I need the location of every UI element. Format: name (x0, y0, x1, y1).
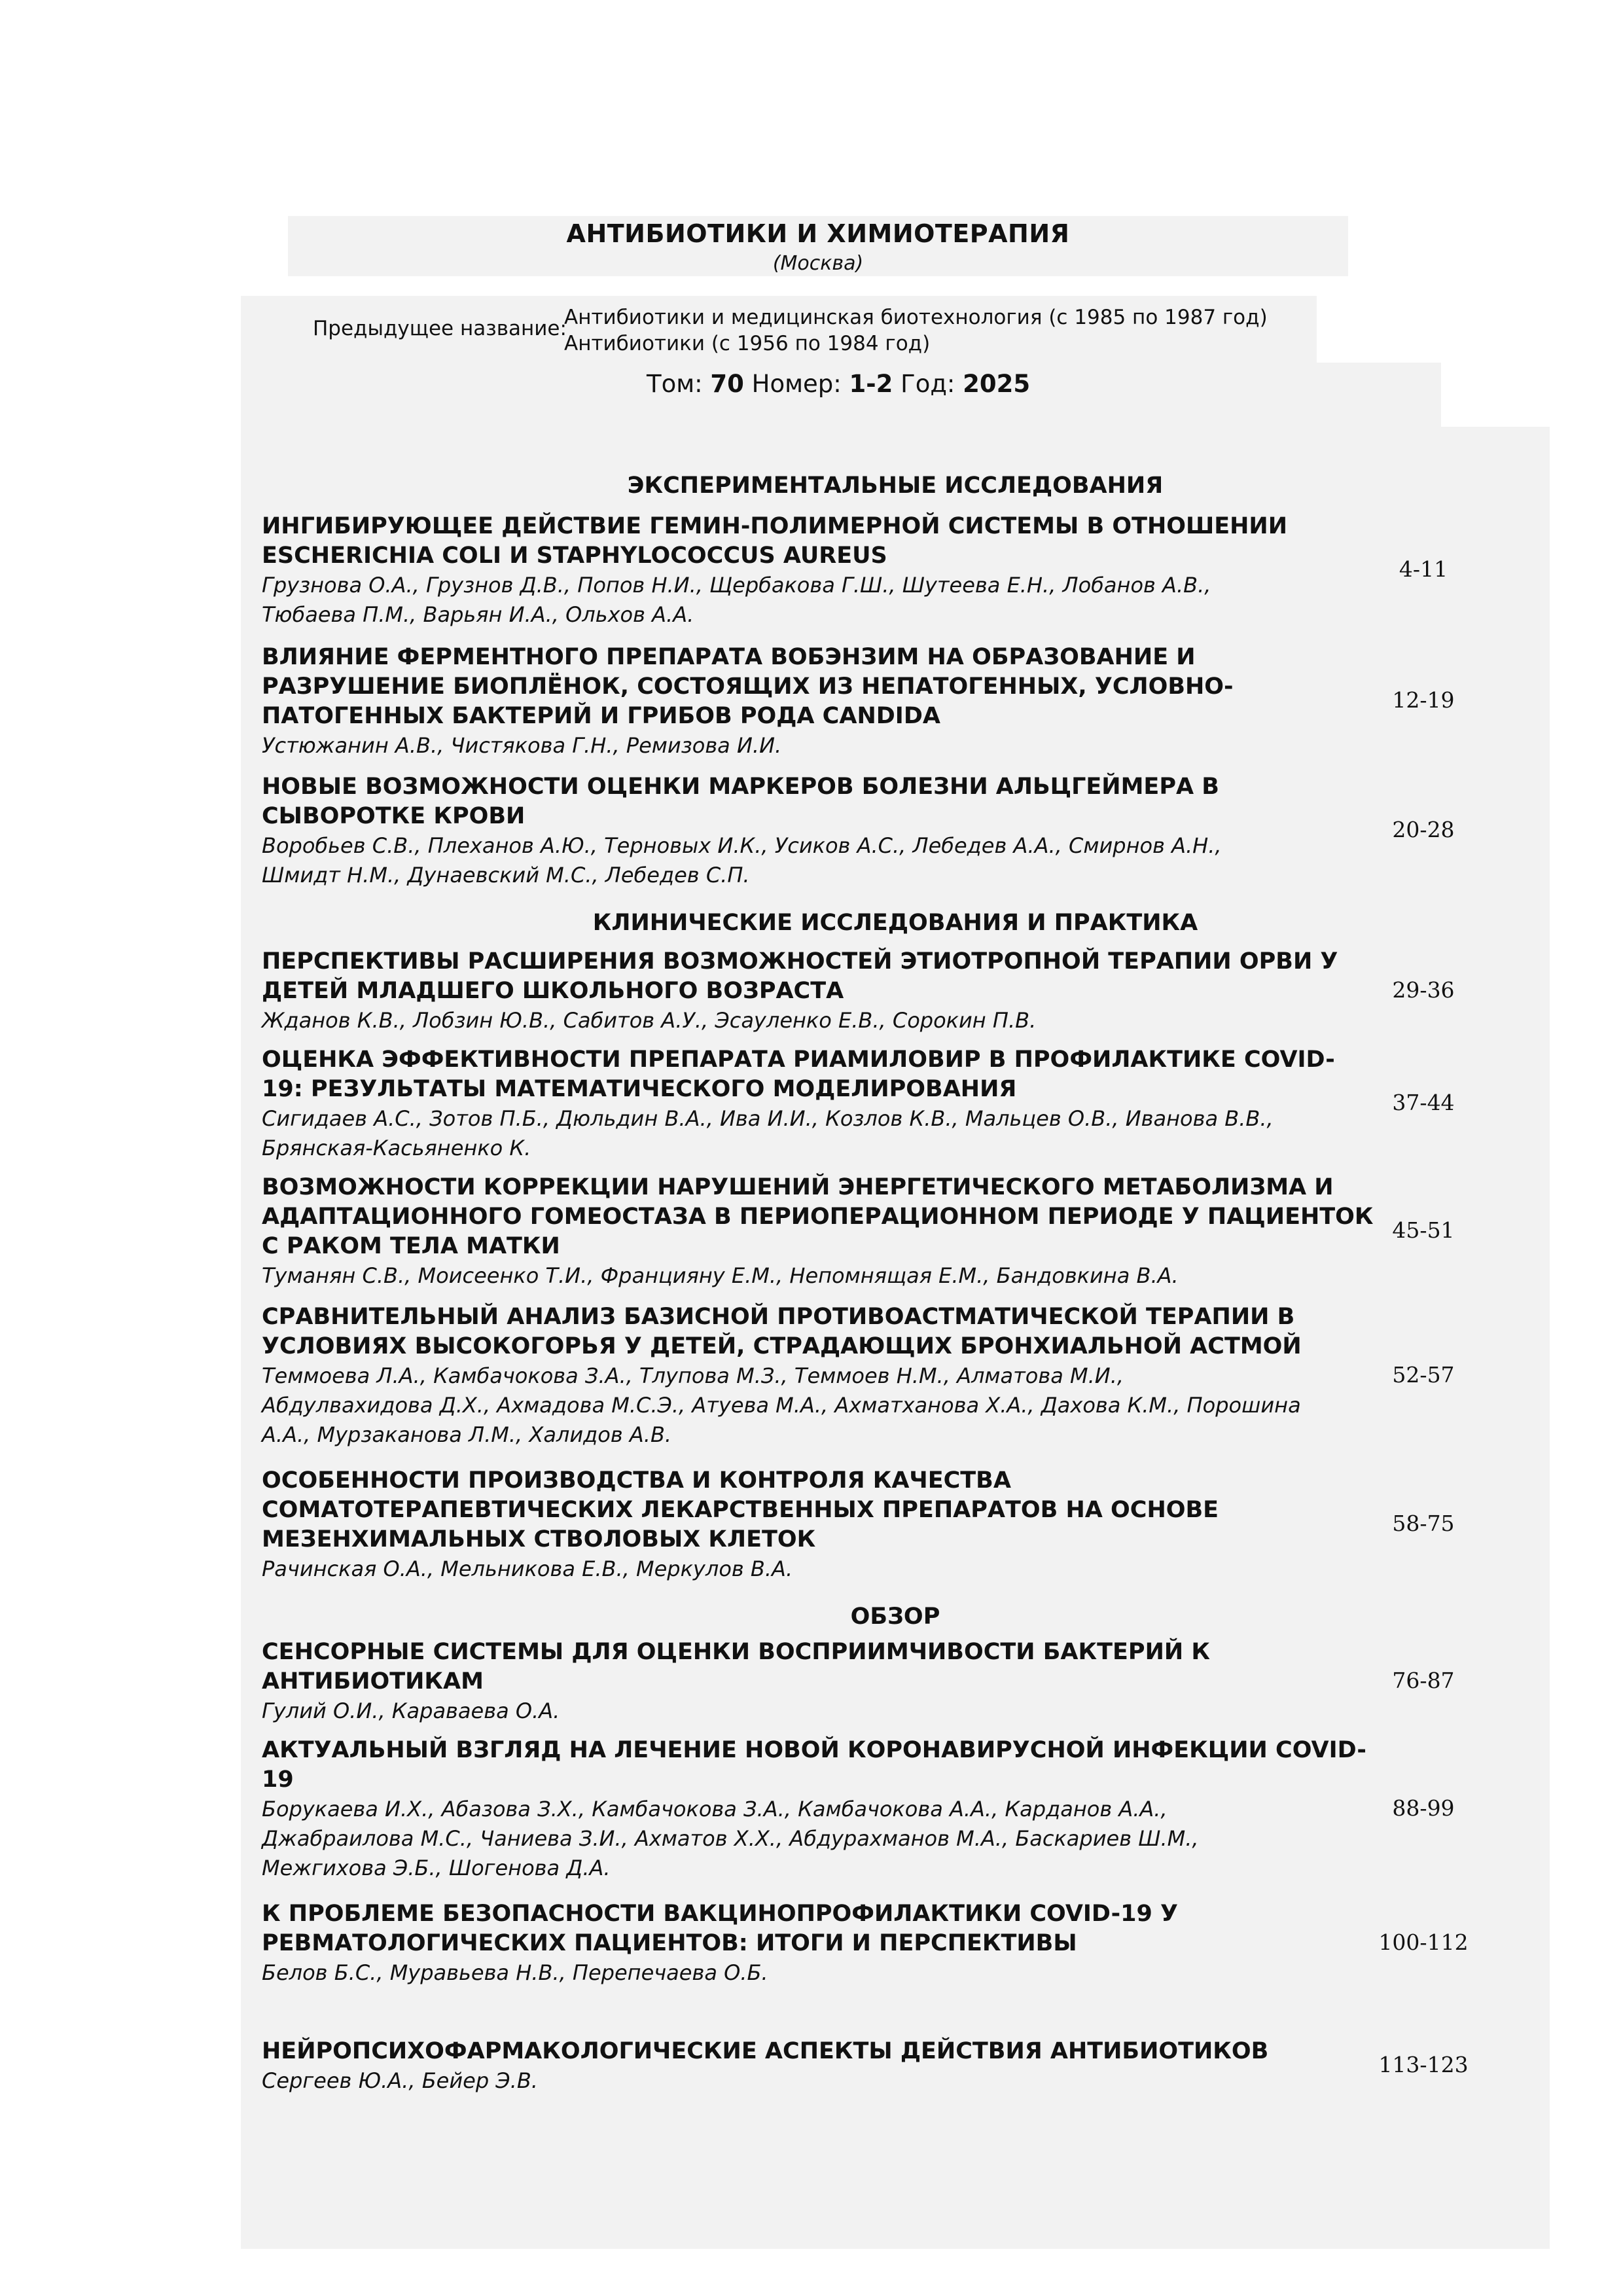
previous-name: Антибиотики (с 1956 по 1984 год) (564, 332, 931, 355)
article-title-line: ОСОБЕННОСТИ ПРОИЗВОДСТВА И КОНТРОЛЯ КАЧЕСТВА (262, 1467, 1011, 1494)
article-authors-line: А.А., Мурзаканова Л.М., Халидов А.В. (262, 1422, 672, 1447)
article-title-line: ВОЗМОЖНОСТИ КОРРЕКЦИИ НАРУШЕНИЙ ЭНЕРГЕТИЧЕСКОГО МЕТАБОЛИЗМА И (262, 1174, 1334, 1200)
article-title[interactable] (262, 1466, 1219, 1554)
article-title[interactable] (262, 1173, 1374, 1261)
article-authors-line: Рачинская О.А., Мельникова Е.В., Меркулов В.А. (262, 1556, 793, 1581)
article-pages: 29-36 (1392, 977, 1455, 1003)
article-authors (262, 1554, 793, 1584)
article-authors-line: Брянская-Касьяненко К. (262, 1136, 531, 1160)
article-title[interactable] (262, 1638, 1210, 1696)
article-title[interactable] (262, 2037, 1268, 2066)
volume-label: Том: (647, 370, 703, 398)
article-title-line: ОЦЕНКА ЭФФЕКТИВНОСТИ ПРЕПАРАТА РИАМИЛОВИР В ПРОФИЛАКТИКЕ COVID- (262, 1047, 1335, 1073)
article-title[interactable] (262, 512, 1287, 571)
article-title-line: СРАВНИТЕЛЬНЫЙ АНАЛИЗ БАЗИСНОЙ ПРОТИВОАСТМАТИЧЕСКОЙ ТЕРАПИИ В (262, 1304, 1295, 1330)
article-authors-line: Жданов К.В., Лобзин Ю.В., Сабитов А.У., Эсауленко Е.В., Сорокин П.В. (262, 1008, 1037, 1033)
article-authors-line: Шмидт Н.М., Дунаевский М.С., Лебедев С.П. (262, 863, 750, 888)
year-value: 2025 (963, 370, 1031, 398)
article-title-line: ВЛИЯНИЕ ФЕРМЕНТНОГО ПРЕПАРАТА ВОБЭНЗИМ НА ОБРАЗОВАНИЕ И (262, 644, 1196, 670)
article-authors-line: Сергеев Ю.А., Бейер Э.В. (262, 2068, 538, 2093)
article-authors-line: Тюбаева П.М., Варьян И.А., Ольхов А.А. (262, 602, 694, 627)
previous-name-label: Предыдущее название: (313, 317, 567, 340)
article-authors-line: Туманян С.В., Моисеенко Т.И., Францияну Е.М., Непомнящая Е.М., Бандовкина В.А. (262, 1263, 1179, 1288)
article-title-line: УСЛОВИЯХ ВЫСОКОГОРЬЯ У ДЕТЕЙ, СТРАДАЮЩИХ БРОНХИАЛЬНОЙ АСТМОЙ (262, 1333, 1302, 1359)
article-title[interactable] (262, 1899, 1178, 1958)
article-title[interactable] (262, 1302, 1302, 1361)
section-title: ОБЗОР (850, 1604, 940, 1630)
article-authors (262, 1006, 1036, 1035)
article-title-line: РЕВМАТОЛОГИЧЕСКИХ ПАЦИЕНТОВ: ИТОГИ И ПЕРСПЕКТИВЫ (262, 1930, 1077, 1956)
journal-city: (Москва) (772, 252, 864, 275)
previous-names (564, 304, 1268, 357)
issue-value: 1-2 (849, 370, 893, 398)
article-title-line: С РАКОМ ТЕЛА МАТКИ (262, 1233, 560, 1259)
article-title-line: МЕЗЕНХИМАЛЬНЫХ СТВОЛОВЫХ КЛЕТОК (262, 1526, 816, 1552)
article-title-line: 19: РЕЗУЛЬТАТЫ МАТЕМАТИЧЕСКОГО МОДЕЛИРОВАНИЯ (262, 1076, 1017, 1102)
article-pages: 100-112 (1378, 1929, 1469, 1955)
article-title[interactable] (262, 1736, 1366, 1795)
section-title: КЛИНИЧЕСКИЕ ИССЛЕДОВАНИЯ И ПРАКТИКА (592, 910, 1198, 936)
article-authors (262, 731, 781, 761)
volume-value: 70 (710, 370, 744, 398)
article-authors (262, 1696, 560, 1726)
article-authors (262, 1104, 1274, 1163)
article-pages: 113-123 (1378, 2052, 1469, 2077)
issue-label: Номер: (751, 370, 842, 398)
article-title-line: СЕНСОРНЫЕ СИСТЕМЫ ДЛЯ ОЦЕНКИ ВОСПРИИМЧИВОСТИ БАКТЕРИЙ К (262, 1639, 1210, 1665)
article-title[interactable] (262, 947, 1338, 1006)
article-pages: 20-28 (1392, 817, 1455, 842)
year-label: Год: (901, 370, 955, 398)
article-authors-line: Теммоева Л.А., Камбачокова З.А., Тлупова М.З., Теммоев Н.М., Алматова М.И., (262, 1363, 1124, 1388)
article-title-line: ESCHERICHIA COLI И STAPHYLOCOCCUS AUREUS (262, 543, 887, 569)
article-authors-line: Абдулвахидова Д.Х., Ахмадова М.С.Э., Атуева М.А., Ахматханова Х.А., Дахова К.М., Порошина (262, 1393, 1301, 1418)
article-authors-line: Гулий О.И., Караваева О.А. (262, 1698, 560, 1723)
article-authors-line: Воробьев С.В., Плеханов А.Ю., Терновых И.К., Усиков А.С., Лебедев А.А., Смирнов А.Н., (262, 833, 1222, 858)
article-title-line: ПАТОГЕННЫХ БАКТЕРИЙ И ГРИБОВ РОДА CANDIDA (262, 703, 940, 729)
article-authors (262, 1958, 768, 1988)
article-authors-line: Джабраилова М.С., Чаниева З.И., Ахматов Х.Х., Абдурахманов М.А., Баскариев Ш.М., (262, 1826, 1199, 1851)
article-title[interactable] (262, 772, 1219, 831)
article-pages: 37-44 (1392, 1090, 1455, 1115)
article-pages: 58-75 (1392, 1511, 1455, 1536)
article-authors (262, 1361, 1301, 1450)
article-title-line: К ПРОБЛЕМЕ БЕЗОПАСНОСТИ ВАКЦИНОПРОФИЛАКТИКИ COVID-19 У (262, 1901, 1179, 1927)
article-authors (262, 2066, 538, 2096)
section-title: ЭКСПЕРИМЕНТАЛЬНЫЕ ИССЛЕДОВАНИЯ (627, 473, 1164, 499)
article-authors (262, 831, 1222, 890)
article-pages: 52-57 (1392, 1361, 1455, 1388)
article-pages: 76-87 (1392, 1667, 1455, 1693)
article-authors-line: Устюжанин А.В., Чистякова Г.Н., Ремизова И.И. (262, 733, 782, 758)
article-title-line: ИНГИБИРУЮЩЕЕ ДЕЙСТВИЕ ГЕМИН-ПОЛИМЕРНОЙ СИСТЕМЫ В ОТНОШЕНИИ (262, 513, 1288, 539)
article-title-line: ПЕРСПЕКТИВЫ РАСШИРЕНИЯ ВОЗМОЖНОСТЕЙ ЭТИОТРОПНОЙ ТЕРАПИИ ОРВИ У (262, 948, 1338, 975)
article-authors-line: Белов Б.С., Муравьева Н.В., Перепечаева О.Б. (262, 1960, 768, 1985)
article-pages: 12-19 (1392, 687, 1455, 713)
article-title-line: АКТУАЛЬНЫЙ ВЗГЛЯД НА ЛЕЧЕНИЕ НОВОЙ КОРОНАВИРУСНОЙ ИНФЕКЦИИ COVID- (262, 1737, 1366, 1763)
article-pages: 45-51 (1392, 1217, 1455, 1243)
article-authors-line: Борукаева И.Х., Абазова З.Х., Камбачокова З.А., Камбачокова А.А., Карданов А.А., (262, 1797, 1168, 1821)
article-title-line: СЫВОРОТКЕ КРОВИ (262, 803, 526, 829)
article-title-line: НОВЫЕ ВОЗМОЖНОСТИ ОЦЕНКИ МАРКЕРОВ БОЛЕЗНИ АЛЬЦГЕЙМЕРА В (262, 774, 1219, 800)
article-title-line: ДЕТЕЙ МЛАДШЕГО ШКОЛЬНОГО ВОЗРАСТА (262, 978, 844, 1004)
previous-name: Антибиотики и медицинская биотехнология (с 1985 по 1987 год) (564, 306, 1268, 329)
article-title-line: 19 (262, 1767, 294, 1793)
article-title-line: НЕЙРОПСИХОФАРМАКОЛОГИЧЕСКИЕ АСПЕКТЫ ДЕЙСТВИЯ АНТИБИОТИКОВ (262, 2038, 1269, 2064)
article-title-line: АДАПТАЦИОННОГО ГОМЕОСТАЗА В ПЕРИОПЕРАЦИОННОМ ПЕРИОДЕ У ПАЦИЕНТОК (262, 1204, 1374, 1230)
article-title-line: СОМАТОТЕРАПЕВТИЧЕСКИХ ЛЕКАРСТВЕННЫХ ПРЕПАРАТОВ НА ОСНОВЕ (262, 1497, 1219, 1523)
article-authors (262, 571, 1211, 630)
journal-title: АНТИБИОТИКИ И ХИМИОТЕРАПИЯ (566, 219, 1070, 248)
article-title[interactable] (262, 1045, 1335, 1104)
article-authors-line: Межгихова Э.Б., Шогенова Д.А. (262, 1856, 611, 1880)
article-authors (262, 1795, 1199, 1883)
article-title[interactable] (262, 643, 1234, 731)
volume-line (647, 370, 1030, 398)
article-authors-line: Сигидаев А.С., Зотов П.Б., Дюльдин В.А., Ива И.И., Козлов К.В., Мальцев О.В., Иванова В.В., (262, 1106, 1274, 1131)
article-title-line: РАЗРУШЕНИЕ БИОПЛЁНОК, СОСТОЯЩИХ ИЗ НЕПАТОГЕННЫХ, УСЛОВНО- (262, 673, 1234, 700)
article-authors-line: Грузнова О.А., Грузнов Д.В., Попов Н.И., Щербакова Г.Ш., Шутеева Е.Н., Лобанов А.В., (262, 573, 1211, 598)
article-title-line: АНТИБИОТИКАМ (262, 1668, 484, 1695)
article-authors (262, 1261, 1179, 1291)
article-pages: 4-11 (1399, 556, 1448, 582)
article-pages: 88-99 (1392, 1795, 1455, 1821)
